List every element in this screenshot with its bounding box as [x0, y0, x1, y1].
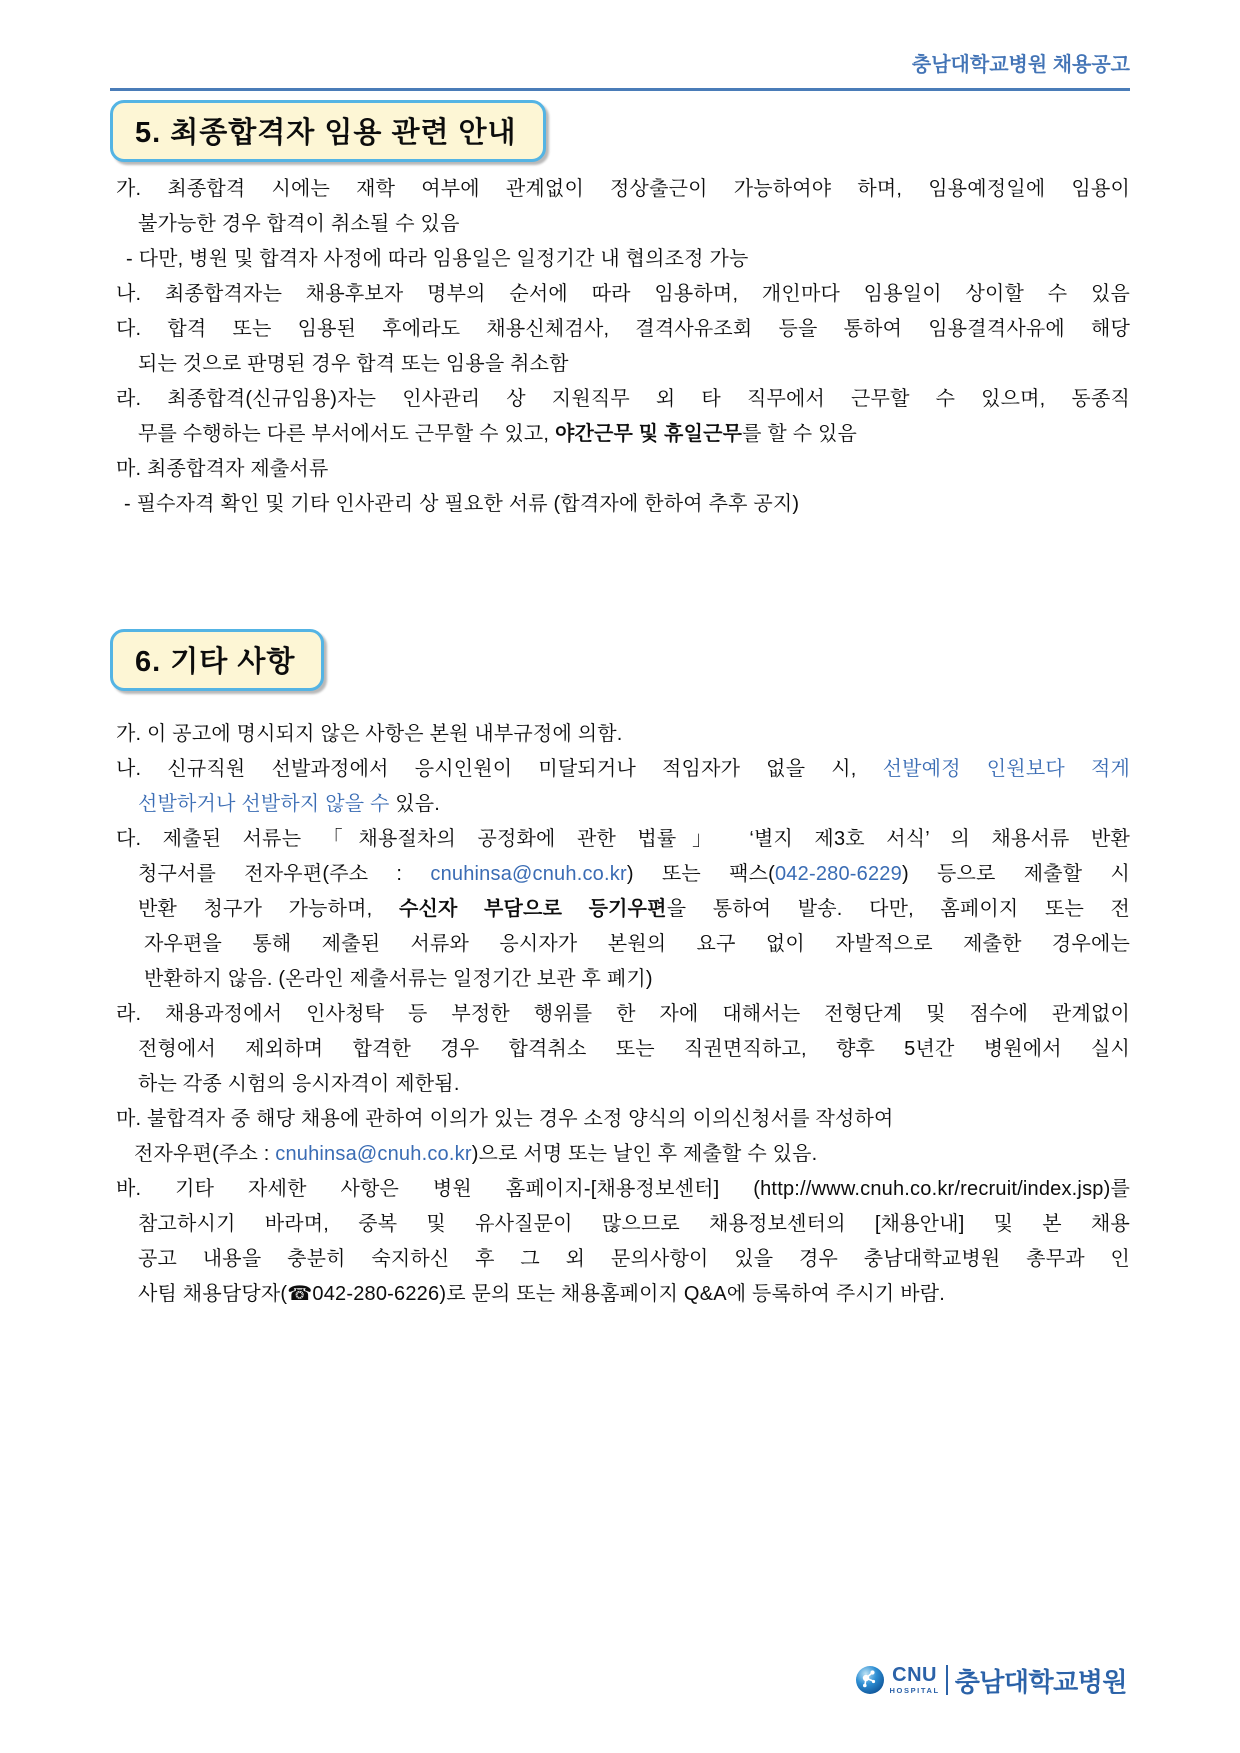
- text-run: ) 등으로 제출할 시: [901, 863, 1130, 885]
- text-line: [110, 892, 1130, 927]
- text-line: [110, 382, 1130, 417]
- text-run: 자우편을 통해 제출된 서류와 응시자가 본원의 요구 없이 자발적으로 제출한 경우에는: [144, 933, 1130, 955]
- text-run: 을 통하여 발송. 다만, 홈페이지 또는 전: [666, 898, 1131, 920]
- text-line: [110, 347, 1130, 382]
- document-header-title: 충남대학교병원 채용공고: [911, 54, 1130, 76]
- logo-korean-name: 충남대학교병원: [954, 1666, 1127, 1697]
- text-line: [110, 1032, 1130, 1067]
- text-run: 다. 합격 또는 임용된 후에라도 채용신체검사, 결격사유조회 등을 통하여 임용결격사유에 해당: [116, 318, 1130, 340]
- text-line: [110, 717, 1130, 752]
- logo-cnu-text: CNU: [892, 1664, 938, 1687]
- text-run: )를: [1103, 1178, 1130, 1200]
- text-run: 가. 이 공고에 명시되지 않은 사항은 본원 내부규정에 의함.: [116, 723, 623, 745]
- text-run: 선발하거나 선발하지 않을 수: [138, 793, 390, 815]
- text-run: 라. 채용과정에서 인사청탁 등 부정한 행위를 한 자에 대해서는 전형단계 및 점수에 관계없이: [116, 1003, 1130, 1025]
- text-line: [110, 822, 1130, 857]
- email-link[interactable]: cnuhinsa@cnuh.co.kr: [430, 863, 627, 885]
- text-run: 전자우편(주소 :: [134, 1143, 276, 1165]
- text-run: 를 할 수 있음: [742, 423, 858, 445]
- section-title: 6. 기타 사항: [135, 646, 296, 678]
- section-final-pass-notice: [110, 91, 1130, 522]
- text-line: [110, 927, 1130, 962]
- logo-hospital-text: HOSPITAL: [889, 1686, 940, 1696]
- section-body: [110, 172, 1130, 522]
- text-line: [110, 1277, 1130, 1312]
- text-run: 마. 불합격자 중 해당 채용에 관하여 이의가 있는 경우 소정 양식의 이의신청서를 작성하여: [116, 1108, 894, 1130]
- text-run: 공고 내용을 충분히 숙지하신 후 그 외 문의사항이 있을 경우 충남대학교병원 총무과 인: [138, 1248, 1130, 1270]
- text-run: 청구서를 전자우편(주소 :: [138, 863, 431, 885]
- text-run: ) 또는 팩스(: [626, 863, 775, 885]
- text-line: [110, 452, 1130, 487]
- text-line: [110, 787, 1130, 822]
- section-title-box: [110, 629, 324, 691]
- text-line: [110, 487, 1130, 522]
- text-run: 불가능한 경우 합격이 취소될 수 있음: [138, 213, 460, 235]
- text-line: [110, 242, 1130, 277]
- text-line: [110, 312, 1130, 347]
- text-line: [110, 1242, 1130, 1277]
- text-run: - 필수자격 확인 및 기타 인사관리 상 필요한 서류 (합격자에 한하여 추후 공지): [124, 493, 800, 515]
- hospital-logo: [855, 1662, 1127, 1698]
- fax-number: 042-280-6229: [774, 863, 902, 885]
- text-run: - 다만, 병원 및 합격자 사정에 따라 임용일은 일정기간 내 협의조정 가능: [126, 248, 749, 270]
- text-line: [110, 857, 1130, 892]
- section-other-matters: [110, 620, 1130, 1312]
- logo-divider: [946, 1665, 948, 1695]
- section-body: [110, 717, 1130, 1312]
- phone-number: 042-280-6226: [312, 1283, 440, 1305]
- text-line: [110, 962, 1130, 997]
- text-line: [110, 1102, 1130, 1137]
- text-line: [110, 417, 1130, 452]
- text-run: 나. 최종합격자는 채용후보자 명부의 순서에 따라 임용하며, 개인마다 임용일이 상이할 수 있음: [116, 283, 1130, 305]
- text-run: 나. 신규직원 선발과정에서 응시인원이 미달되거나 적임자가 없을 시,: [116, 758, 883, 780]
- text-line: [110, 1172, 1130, 1207]
- text-line: [110, 277, 1130, 312]
- text-line: [110, 997, 1130, 1032]
- text-line: [110, 1207, 1130, 1242]
- text-run: 라. 최종합격(신규임용)자는 인사관리 상 지원직무 외 타 직무에서 근무할 수 있으며, 동종직: [116, 388, 1130, 410]
- text-run: 전형에서 제외하며 합격한 경우 합격취소 또는 직권면직하고, 향후 5년간 병원에서 실시: [138, 1038, 1130, 1060]
- section-title-box: [110, 100, 546, 162]
- recruit-url[interactable]: http://www.cnuh.co.kr/recruit/index.jsp: [760, 1178, 1104, 1200]
- text-run: 반환 청구가 가능하며,: [138, 898, 399, 920]
- text-run: 무를 수행하는 다른 부서에서도 근무할 수 있고,: [138, 423, 555, 445]
- text-run: 하는 각종 시험의 응시자격이 제한됨.: [138, 1073, 460, 1095]
- document-content: [110, 0, 1130, 1312]
- text-line: [110, 1067, 1130, 1102]
- text-run: 되는 것으로 판명된 경우 합격 또는 임용을 취소함: [138, 353, 569, 375]
- text-run: )로 문의 또는 채용홈페이지 Q&A에 등록하여 주시기 바람.: [439, 1283, 945, 1305]
- email-link[interactable]: cnuhinsa@cnuh.co.kr: [275, 1143, 472, 1165]
- text-line: [110, 1137, 1130, 1172]
- text-run: 반환하지 않음. (온라인 제출서류는 일정기간 보관 후 폐기): [144, 968, 653, 990]
- text-line: [110, 752, 1130, 787]
- text-run: 마. 최종합격자 제출서류: [116, 458, 329, 480]
- text-run: 다. 제출된 서류는 「채용절차의 공정화에 관한 법률」 ‘별지 제3호 서식’ 의 채용서류 반환: [116, 828, 1130, 850]
- text-run: 바. 기타 자세한 사항은 병원 홈페이지-[채용정보센터] (: [116, 1178, 761, 1200]
- text-run: 사팀 채용담당자(☎: [138, 1283, 313, 1305]
- cnu-sphere-icon: [855, 1665, 885, 1695]
- text-line: [110, 172, 1130, 207]
- text-run: 선발예정 인원보다 적게: [882, 758, 1130, 780]
- text-line: [110, 207, 1130, 242]
- text-run: 야간근무 및 휴일근무: [554, 423, 743, 445]
- section-title: 5. 최종합격자 임용 관련 안내: [135, 117, 517, 149]
- text-run: 가. 최종합격 시에는 재학 여부에 관계없이 정상출근이 가능하여야 하며, 임용예정일에 임용이: [116, 178, 1130, 200]
- text-run: )으로 서명 또는 날인 후 제출할 수 있음.: [471, 1143, 818, 1165]
- logo-cnu-block: [890, 1665, 940, 1695]
- text-run: 수신자 부담으로 등기우편: [398, 898, 667, 920]
- text-run: 있음.: [389, 793, 441, 815]
- text-run: 참고하시기 바라며, 중복 및 유사질문이 많으므로 채용정보센터의 [채용안내] 및 본 채용: [138, 1213, 1130, 1235]
